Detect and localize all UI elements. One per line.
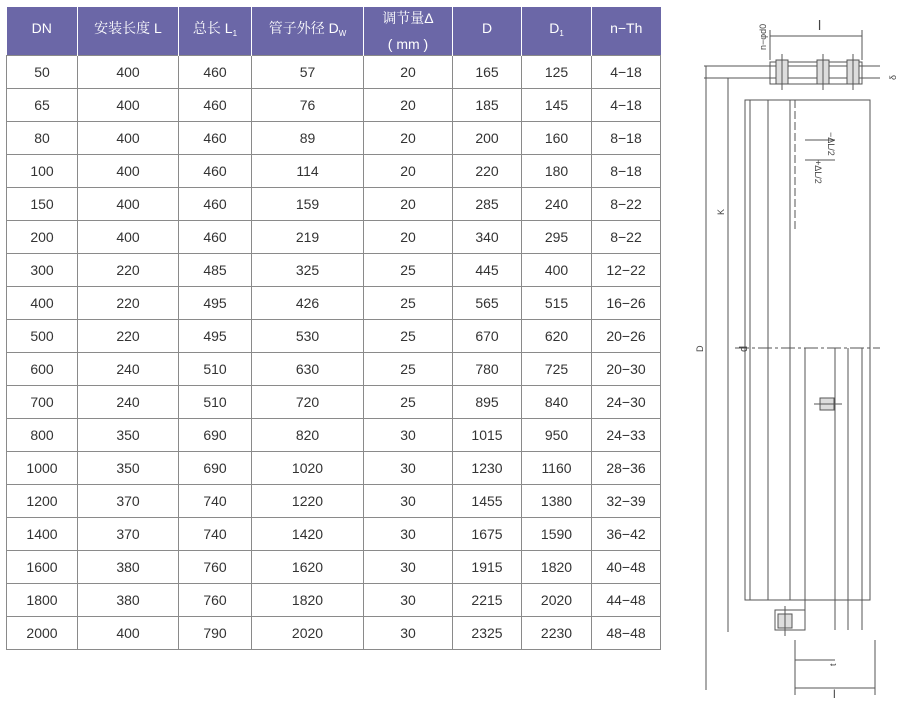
table-cell: 1200 <box>7 485 78 518</box>
table-row <box>7 122 661 155</box>
column-header <box>252 7 364 56</box>
table-cell: 895 <box>453 386 522 419</box>
table-cell: 20−26 <box>592 320 661 353</box>
label-bolt-spec: n−φd0 <box>758 23 768 50</box>
table-cell: 25 <box>364 287 453 320</box>
table-cell: 2020 <box>522 584 592 617</box>
table-cell: 2000 <box>7 617 78 650</box>
table-cell: 300 <box>7 254 78 287</box>
table-cell: 445 <box>453 254 522 287</box>
table-cell: 495 <box>179 320 252 353</box>
table-cell: 720 <box>252 386 364 419</box>
column-header-unit: ( mm ) <box>387 36 429 52</box>
table-cell: 4−18 <box>592 89 661 122</box>
table-cell: 285 <box>453 188 522 221</box>
column-header-label: D <box>549 20 560 36</box>
table-cell: 220 <box>453 155 522 188</box>
pipe-body <box>745 100 870 600</box>
column-header-label: D <box>481 20 493 36</box>
column-header-subscript: 1 <box>559 29 564 38</box>
table-cell: 400 <box>78 188 179 221</box>
table-cell: 1020 <box>252 452 364 485</box>
label-delta: δ <box>888 74 898 80</box>
table-cell: 1160 <box>522 452 592 485</box>
table-cell: 1590 <box>522 518 592 551</box>
table-cell: 1620 <box>252 551 364 584</box>
table-cell: 460 <box>179 188 252 221</box>
table-cell: 125 <box>522 56 592 89</box>
table-cell: 25 <box>364 353 453 386</box>
column-header <box>78 7 179 56</box>
table-cell: 20 <box>364 221 453 254</box>
table-cell: 725 <box>522 353 592 386</box>
table-cell: 690 <box>179 452 252 485</box>
table-row <box>7 221 661 254</box>
table-cell: 20−30 <box>592 353 661 386</box>
table-cell: 30 <box>364 584 453 617</box>
table-cell: 500 <box>7 320 78 353</box>
table-row <box>7 419 661 452</box>
table-row <box>7 485 661 518</box>
table-cell: 1015 <box>453 419 522 452</box>
table-cell: 340 <box>453 221 522 254</box>
table-cell: 1220 <box>252 485 364 518</box>
table-cell: 50 <box>7 56 78 89</box>
table-cell: 370 <box>78 518 179 551</box>
table-cell: 790 <box>179 617 252 650</box>
column-header-subscript: W <box>338 29 347 38</box>
table-row <box>7 518 661 551</box>
table-cell: 25 <box>364 386 453 419</box>
table-cell: 48−48 <box>592 617 661 650</box>
table-cell: 28−36 <box>592 452 661 485</box>
table-cell: 1420 <box>252 518 364 551</box>
label-t: t <box>828 663 838 666</box>
column-header <box>7 7 78 56</box>
table-cell: 165 <box>453 56 522 89</box>
table-row <box>7 617 661 650</box>
table-cell: 690 <box>179 419 252 452</box>
table-cell: 24−30 <box>592 386 661 419</box>
column-header-label: 调节量Δ <box>382 10 434 26</box>
table-cell: 25 <box>364 254 453 287</box>
table-cell: 1400 <box>7 518 78 551</box>
table-cell: 1800 <box>7 584 78 617</box>
table-cell: 20 <box>364 122 453 155</box>
table-cell: 510 <box>179 386 252 419</box>
table-cell: 220 <box>78 254 179 287</box>
table-cell: 57 <box>252 56 364 89</box>
bolt-top-1 <box>776 54 788 90</box>
column-header-label: n−Th <box>610 20 643 36</box>
table-cell: 740 <box>179 518 252 551</box>
table-cell: 30 <box>364 485 453 518</box>
technical-drawing <box>683 0 913 701</box>
table-cell: 1820 <box>252 584 364 617</box>
table-row <box>7 353 661 386</box>
column-header <box>522 7 592 56</box>
table-row <box>7 89 661 122</box>
bolt-top-3 <box>847 54 859 90</box>
table-cell: 780 <box>453 353 522 386</box>
table-cell: 25 <box>364 320 453 353</box>
table-cell: 240 <box>522 188 592 221</box>
column-header <box>592 7 661 56</box>
table-cell: 80 <box>7 122 78 155</box>
table-cell: 460 <box>179 155 252 188</box>
table-cell: 495 <box>179 287 252 320</box>
table-cell: 670 <box>453 320 522 353</box>
table-cell: 76 <box>252 89 364 122</box>
label-K: K <box>716 208 726 215</box>
column-header-label: 安装长度 L <box>94 20 162 36</box>
table-row <box>7 56 661 89</box>
table-header-row <box>7 7 661 56</box>
table-cell: 1820 <box>522 551 592 584</box>
label-half-adj-minus: −ΔL/2 <box>826 132 836 156</box>
table-cell: 36−42 <box>592 518 661 551</box>
table-cell: 16−26 <box>592 287 661 320</box>
table-row <box>7 386 661 419</box>
table-cell: 20 <box>364 188 453 221</box>
table-cell: 20 <box>364 155 453 188</box>
table-cell: 240 <box>78 386 179 419</box>
table-cell: 1230 <box>453 452 522 485</box>
table-cell: 220 <box>78 320 179 353</box>
table-cell: 485 <box>179 254 252 287</box>
label-bottom-length: l <box>833 687 836 701</box>
table-cell: 370 <box>78 485 179 518</box>
table-row <box>7 188 661 221</box>
label-top-length: l <box>818 17 822 33</box>
table-cell: 114 <box>252 155 364 188</box>
table-cell: 620 <box>522 320 592 353</box>
table-cell: 400 <box>78 56 179 89</box>
table-cell: 515 <box>522 287 592 320</box>
table-cell: 8−22 <box>592 221 661 254</box>
table-cell: 219 <box>252 221 364 254</box>
table-cell: 295 <box>522 221 592 254</box>
label-half-adj-plus: +ΔL/2 <box>813 160 823 184</box>
table-cell: 400 <box>7 287 78 320</box>
table-cell: 30 <box>364 518 453 551</box>
table-row <box>7 452 661 485</box>
column-header-subscript: 1 <box>232 29 238 38</box>
label-d: d <box>738 345 750 352</box>
table-cell: 565 <box>453 287 522 320</box>
table-cell: 8−18 <box>592 155 661 188</box>
column-header <box>179 7 252 56</box>
table-cell: 24−33 <box>592 419 661 452</box>
table-cell: 145 <box>522 89 592 122</box>
table-cell: 65 <box>7 89 78 122</box>
table-cell: 30 <box>364 551 453 584</box>
table-cell: 400 <box>78 617 179 650</box>
specification-table <box>6 7 661 650</box>
table-cell: 2020 <box>252 617 364 650</box>
table-cell: 1675 <box>453 518 522 551</box>
table-cell: 630 <box>252 353 364 386</box>
table-cell: 840 <box>522 386 592 419</box>
table-row <box>7 551 661 584</box>
table-cell: 8−18 <box>592 122 661 155</box>
table-row <box>7 287 661 320</box>
table-cell: 160 <box>522 122 592 155</box>
table-cell: 1915 <box>453 551 522 584</box>
table-cell: 460 <box>179 89 252 122</box>
table-row <box>7 155 661 188</box>
table-body <box>7 56 661 650</box>
table-cell: 350 <box>78 452 179 485</box>
table-cell: 700 <box>7 386 78 419</box>
column-header-label: DN <box>31 20 52 36</box>
table-cell: 89 <box>252 122 364 155</box>
table-cell: 2230 <box>522 617 592 650</box>
table-cell: 460 <box>179 56 252 89</box>
table-cell: 800 <box>7 419 78 452</box>
table-cell: 8−22 <box>592 188 661 221</box>
column-header <box>453 7 522 56</box>
table-row <box>7 584 661 617</box>
table-cell: 100 <box>7 155 78 188</box>
table-cell: 32−39 <box>592 485 661 518</box>
table-cell: 40−48 <box>592 551 661 584</box>
table-cell: 400 <box>78 122 179 155</box>
table-cell: 1455 <box>453 485 522 518</box>
table-cell: 820 <box>252 419 364 452</box>
table-cell: 400 <box>522 254 592 287</box>
table-cell: 510 <box>179 353 252 386</box>
table-cell: 159 <box>252 188 364 221</box>
table-cell: 220 <box>78 287 179 320</box>
table-cell: 1600 <box>7 551 78 584</box>
table-cell: 185 <box>453 89 522 122</box>
table-cell: 400 <box>78 89 179 122</box>
label-D: D <box>695 345 705 352</box>
table-cell: 760 <box>179 584 252 617</box>
table-cell: 460 <box>179 122 252 155</box>
table-cell: 950 <box>522 419 592 452</box>
table-cell: 325 <box>252 254 364 287</box>
table-cell: 20 <box>364 89 453 122</box>
table-cell: 44−48 <box>592 584 661 617</box>
table-cell: 200 <box>7 221 78 254</box>
table-cell: 150 <box>7 188 78 221</box>
table-cell: 30 <box>364 419 453 452</box>
bolt-mid <box>814 398 842 410</box>
table-cell: 30 <box>364 617 453 650</box>
table-cell: 30 <box>364 452 453 485</box>
table-cell: 20 <box>364 56 453 89</box>
column-header <box>364 7 453 56</box>
column-header-label: 总长 L <box>192 20 233 36</box>
table-row <box>7 254 661 287</box>
table-cell: 4−18 <box>592 56 661 89</box>
table-cell: 2215 <box>453 584 522 617</box>
table-row <box>7 320 661 353</box>
table-cell: 400 <box>78 221 179 254</box>
table-cell: 380 <box>78 584 179 617</box>
table-cell: 740 <box>179 485 252 518</box>
table-cell: 600 <box>7 353 78 386</box>
table-cell: 200 <box>453 122 522 155</box>
table-cell: 530 <box>252 320 364 353</box>
table-cell: 350 <box>78 419 179 452</box>
table-cell: 460 <box>179 221 252 254</box>
table-cell: 1000 <box>7 452 78 485</box>
table-cell: 380 <box>78 551 179 584</box>
column-header-label: 管子外径 D <box>268 20 339 36</box>
table-cell: 180 <box>522 155 592 188</box>
table-cell: 426 <box>252 287 364 320</box>
table-cell: 12−22 <box>592 254 661 287</box>
table-cell: 1380 <box>522 485 592 518</box>
table-cell: 2325 <box>453 617 522 650</box>
table-cell: 400 <box>78 155 179 188</box>
table-cell: 760 <box>179 551 252 584</box>
table-cell: 240 <box>78 353 179 386</box>
bolt-top-2 <box>817 54 829 90</box>
